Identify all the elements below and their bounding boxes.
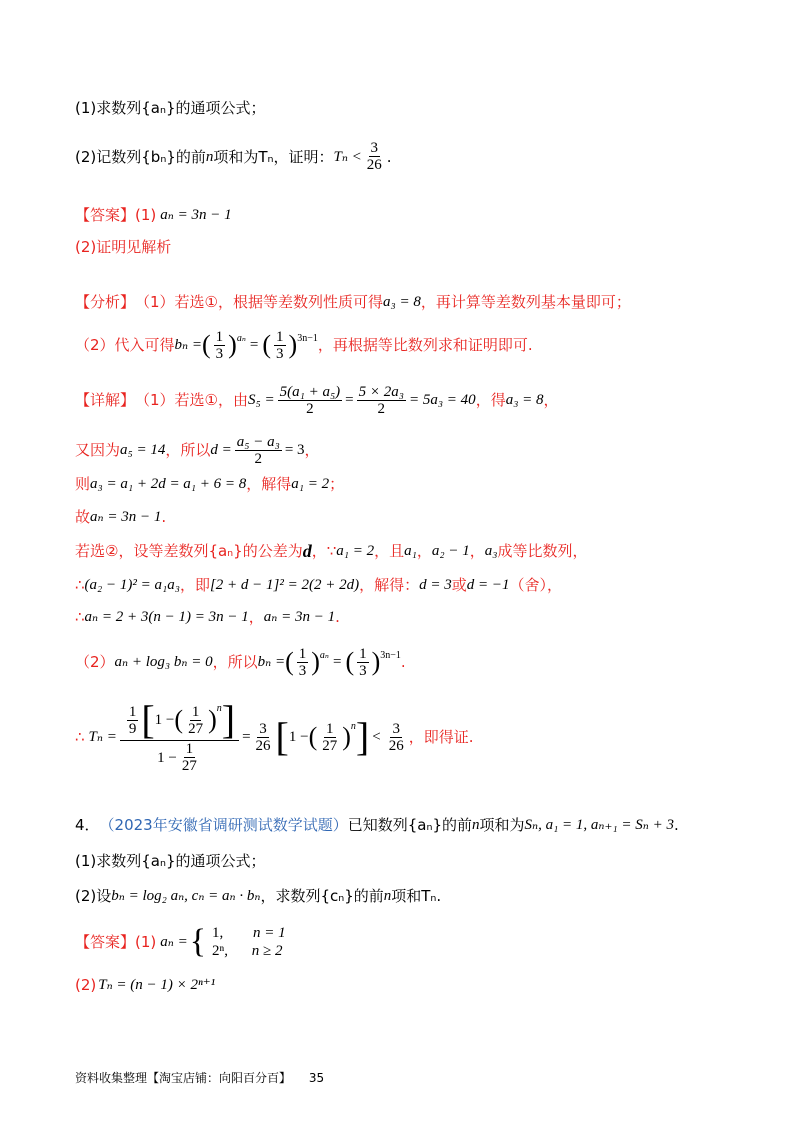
detail3-l9-coef-num: 1 (128, 703, 137, 720)
answer4-cases (212, 924, 286, 960)
detail3-f1-num: 5(a₁ + a₅) (279, 383, 341, 400)
detail3-l9-den-num: 1 (185, 741, 194, 757)
detail3-line8 (75, 640, 406, 684)
detail3-l9-therefore: ∴ (75, 728, 85, 746)
detail3-l6-d1: d = 3 (419, 577, 452, 593)
detail3-l8-text2: ，所以 (212, 653, 258, 671)
answer4-line2 (75, 975, 215, 995)
detail3-l3-text: 则 (75, 475, 91, 493)
q3-frac-den: 26 (366, 157, 382, 173)
q4-stem-formula: Sₙ, a₁ = 1, aₙ₊₁ = Sₙ + 3 (524, 817, 674, 833)
q4-part2-mid: ，求数列{cₙ}的前 (260, 887, 384, 905)
detail3-l9-den: 1 − (157, 749, 177, 766)
q3-part2-end: . (386, 147, 392, 166)
detail3-l2-den: 2 (254, 450, 263, 467)
detail3-s5: S₅ = (248, 392, 275, 408)
detail3-l6-or: 或 (451, 576, 467, 594)
q3-part2-n: n (205, 148, 214, 165)
detail3-l7-end: . (335, 608, 340, 626)
detail3-l2-d: d = (210, 442, 232, 458)
analysis3-line1 (75, 292, 631, 312)
q3-part1 (75, 98, 266, 118)
detail3-l8-power: ( $\frac{1}{3}$ ) $^{a_n}$ = ( $\frac{1}{3}$ ) $^{3n-1}$ (285, 645, 401, 679)
q4-part2-end: 项和Tₙ. (391, 887, 442, 905)
q4-stem (75, 815, 679, 835)
detail3-l9-c (254, 721, 273, 754)
detail3-l2-frac (235, 434, 282, 467)
answer4-case2 (212, 942, 286, 960)
detail3-line2 (75, 430, 320, 470)
detail3-l9-r-num: 3 (392, 720, 400, 737)
detail3-l8-exp2: 3n−1 (380, 649, 401, 661)
detail3-l5-seq3: a₃ (484, 543, 498, 559)
analysis3-exp2: 3n−1 (297, 332, 318, 344)
q3-part2 (75, 140, 392, 173)
analysis3-line2 (75, 325, 533, 365)
detail3-line4 (75, 507, 166, 527)
q3-frac-num: 3 (370, 140, 379, 156)
detail3-l6-text3: ，解得： (359, 576, 420, 594)
q4-part2-formula: bₙ = log₂ aₙ, cₙ = aₙ · bₙ (111, 888, 261, 904)
detail3-line7 (75, 607, 340, 627)
detail3-l9-pow: n (350, 721, 356, 732)
detail3-l8-formula: aₙ + log₃ bₙ = 0 (114, 654, 213, 670)
detail3-l2-tail: = 3 (284, 442, 305, 458)
detail3-l2-a5: a₅ = 14 (120, 442, 166, 458)
answer4-a2: (2) (75, 976, 97, 994)
detail3-l3-mid: ，解得 (246, 475, 292, 493)
page-number: 35 (308, 1071, 325, 1085)
page-footer (75, 1069, 324, 1086)
detail3-l8-end: . (400, 653, 406, 671)
answer4-case1-val: 1, (212, 925, 224, 941)
detail3-l6-text1: ∴ (75, 576, 85, 594)
answer4-line1: 【答案】 (1) aₙ = { 1, n = 1 2ⁿ, n ≥ 2 (75, 923, 286, 960)
detail3-l1-de: ，得 (475, 391, 506, 409)
detail3-l2-num: a₅ − a₃ (236, 433, 280, 450)
detail3-l6-text2: ，即 (179, 576, 210, 594)
detail3-l8-lhs: bₙ = (257, 654, 286, 670)
detail3-l3-result: a₁ = 2 (291, 476, 330, 492)
detail3-l5-c2: ， (469, 542, 485, 560)
detail3-l7-comma: ， (248, 608, 264, 626)
q4-source: （2023年安徽省调研测试数学试题） (99, 816, 348, 834)
q4-part2-n: n (383, 888, 392, 904)
answer3-a2: (2)证明见解析 (75, 238, 172, 256)
q4-part2-prefix: (2)设 (75, 887, 112, 905)
detail3-l6-formula1: (a₂ − 1)² = a₁a₃ (84, 577, 180, 593)
detail3-l3-end: ； (329, 475, 345, 493)
answer-label: 【答案】 (75, 206, 136, 224)
detail3-l9-r-den: 26 (388, 737, 404, 754)
detail3-l9-p-den: 27 (322, 737, 338, 754)
detail3-l7-formula2: aₙ = 3n − 1 (263, 609, 336, 625)
detail3-l8-text1: （2） (75, 653, 115, 671)
detail3-l7-text1: ∴ (75, 608, 85, 626)
detail3-l9-den-den: 27 (181, 758, 197, 774)
analysis-label: 【分析】 (75, 293, 136, 311)
detail3-l2-mid: ，所以 (165, 441, 211, 459)
analysis3-l1-formula: a₃ = 8 (383, 294, 421, 310)
detail3-l5-text2: ，∵ (311, 542, 337, 560)
detail3-l6-d2: d = −1 (466, 577, 510, 593)
q4-part2 (75, 886, 441, 906)
analysis3-l2-end: ，再根据等比数列求和证明即可. (317, 336, 533, 354)
detail3-l9-c-den: 26 (255, 737, 271, 754)
detail3-l1-comma: ， (543, 391, 559, 409)
detail3-l9-lt: < (372, 729, 381, 745)
answer4-case2-val: 2ⁿ, (212, 943, 229, 959)
detail3-line3 (75, 474, 344, 494)
q4-stem-end: . (673, 816, 679, 834)
q3-part2-prefix: (2)记数列{bₙ}的前 (75, 147, 206, 166)
answer4-case2-cond: n ≥ 2 (251, 943, 283, 959)
detail3-l2-text: 又因为 (75, 441, 121, 459)
detail3-l8-exp1: aₙ (319, 649, 329, 661)
detail3-f1-den: 2 (306, 400, 314, 417)
detail3-l3-formula: a₃ = a₁ + 2d = a₁ + 6 = 8 (90, 476, 247, 492)
detail3-l5-d: d (302, 541, 312, 561)
q3-part2-mid: 项和为Tₙ，证明： (213, 147, 334, 166)
q3-ineq-frac (365, 140, 384, 173)
detail3-l4-formula: aₙ = 3n − 1 (90, 509, 162, 525)
detail3-l4-end: . (161, 508, 167, 526)
q3-ineq-lhs: Tₙ < (333, 148, 362, 165)
detail3-line9 (75, 692, 474, 782)
detail3-l1-result: a₃ = 8 (505, 392, 544, 408)
detail3-l5-text1: 若选②，设等差数列{aₙ}的公差为 (75, 542, 303, 560)
detail3-l5-seq1: a₁ (404, 543, 417, 559)
detail3-l9-end: ，即得证. (408, 728, 474, 746)
detail3-l9-bigfrac-den (155, 741, 204, 774)
detail3-l5-seq2: a₂ − 1 (431, 543, 470, 559)
detail3-l7-formula1: aₙ = 2 + 3(n − 1) = 3n − 1 (84, 609, 249, 625)
q4-stem-n: n (472, 817, 480, 833)
q4-number: 4． (75, 816, 100, 834)
detail3-l9-p-num: 1 (326, 720, 334, 737)
detail3-l5-text4: 成等比数列， (497, 542, 588, 560)
answer4-a2-formula: Tₙ = (n − 1) × 2ⁿ⁺¹ (98, 977, 216, 993)
detail3-l9-coef-den: 9 (128, 720, 137, 737)
analysis3-exp1: aₙ (236, 332, 246, 344)
detail3-line6 (75, 575, 562, 595)
answer4-case1-cond: n = 1 (253, 925, 286, 941)
detail3-l9-c-num: 3 (259, 720, 267, 737)
detail3-l9-br: 1 − (288, 729, 309, 745)
q3-part1-text: (1)求数列{aₙ}的通项公式； (75, 99, 266, 117)
answer4-a1-lhs: aₙ = (160, 934, 188, 950)
detail3-frac2 (357, 384, 406, 417)
detail3-l9-eq: = (242, 729, 251, 745)
detail3-l1-tail: = 5a₃ = 40 (408, 392, 476, 408)
answer3-line1 (75, 205, 232, 225)
detail3-l9-tn: Tₙ = (88, 729, 117, 745)
answer3-line2 (75, 237, 171, 257)
detail-label: 【详解】 (75, 391, 136, 409)
answer4-case1 (212, 924, 286, 942)
analysis3-l2-power1: ( $\frac{1}{3}$ ) $^{a_n}$ = ( $\frac{1}{3}$ ) $^{3n-1}$ (202, 328, 318, 362)
q4-stem1: 已知数列{aₙ}的前 (347, 816, 472, 834)
analysis3-l1-end: ，再计算等差数列基本量即可； (420, 293, 631, 311)
footer-text: 资料收集整理【淘宝店铺：向阳百分百】 (75, 1071, 292, 1085)
detail3-l9-bigfrac (120, 697, 239, 774)
analysis3-l2-start: （2）代入可得 (75, 336, 175, 354)
detail3-l1-text: （1）若选①，由 (135, 391, 249, 409)
detail3-l4-text: 故 (75, 508, 91, 526)
detail3-l5-text3: ，且 (374, 542, 405, 560)
detail3-l5-a1: a₁ = 2 (336, 543, 375, 559)
q4-stem2: 项和为 (479, 816, 525, 834)
detail3-l9-coef (127, 704, 139, 737)
answer3-a1: (1) (135, 206, 157, 224)
answer4-a1: (1) (135, 933, 157, 951)
detail3-line1: 【详解】 （1）若选①，由 S₅ = $\frac{\text{5(a₁ + a₅)}}{2}$ = $\frac{\text{5 × 2a₃}}{2}$ = 5a₃ = 40 ，得 a₃ = 8 ， (75, 383, 559, 417)
detail3-l6-formula2: [2 + d − 1]² = 2(2 + 2d) (209, 577, 360, 593)
detail3-l9-bracket: [ 1 − ( $\frac{1}{27}$ ) $^n$ ] (275, 714, 370, 759)
detail3-l5-c1: ， (416, 542, 432, 560)
detail3-l6-text4: （舍）， (509, 576, 563, 594)
analysis3-l1-text: （1）若选①，根据等差数列性质可得 (135, 293, 384, 311)
detail3-l9-r (387, 721, 406, 754)
q4-part1 (75, 851, 266, 871)
detail3-f2-num: 5 × 2a₃ (358, 383, 404, 400)
detail3-line5 (75, 541, 587, 561)
answer3-a1-formula: aₙ = 3n − 1 (160, 207, 232, 223)
detail3-l9-bigfrac-num: $\frac{1}{9}$ [ 1 − ( $\frac{1}{27}$ ) $^n$ ] (120, 700, 239, 741)
detail3-frac1 (278, 384, 343, 417)
detail3-f2-den: 2 (377, 400, 386, 417)
answer4-label: 【答案】 (75, 933, 136, 951)
detail3-l2-end: ， (304, 441, 320, 459)
analysis3-l2-lhs: bₙ = (174, 337, 202, 353)
q4-part1-text: (1)求数列{aₙ}的通项公式； (75, 852, 266, 870)
